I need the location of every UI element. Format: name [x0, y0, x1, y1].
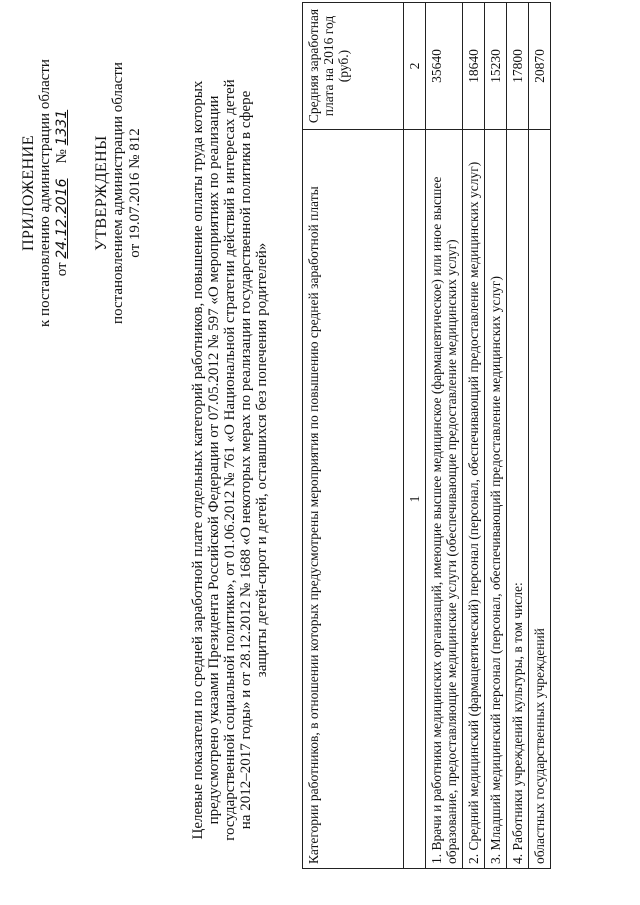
- row-value: 35640: [426, 3, 463, 130]
- table-row: [463, 3, 485, 869]
- table-row: [529, 3, 551, 869]
- row-label: областных государственных учреждений: [529, 130, 551, 869]
- row-label: 3. Младший медицинский персонал (персонал, обеспечивающий предоставление медицинских услуг): [485, 130, 507, 869]
- handwritten-number: 1331: [54, 109, 70, 146]
- column-number-row: [404, 3, 426, 869]
- appendix-subtitle: к постановлению администрации области: [37, 59, 53, 327]
- table-row: [507, 3, 529, 869]
- handwritten-date: 24.12.2016: [54, 178, 70, 259]
- approved-title: УТВЕРЖДЕНЫ: [93, 135, 110, 251]
- salary-table: [302, 2, 551, 869]
- table-header-row: [303, 3, 404, 869]
- approved-date: от 19.07.2016 № 812: [127, 128, 143, 258]
- appendix-date-line: [54, 43, 71, 343]
- column-header-categories: Категории работников, в отношении которых предусмотрены мероприятия по повышению средней заработной платы: [303, 130, 404, 869]
- intro-paragraph: Целевые показатели по средней заработной плате отдельных категорий работников, повышение оплаты труда которых предусмотрено указами Президента Российской Федерации от 07.05.2012 № 597 «О мероприятиях по реализации государственной социальной политики», от 01.06.2012 № 761 «О Национальной стратегии действий в интересах детей на 2012–2017 годы» и от 28.12.2012 № 1688 «О некоторых мерах по реализации государственной политики в сфере защиты детей-сирот и детей, оставшихся без попечения родителей»: [190, 79, 270, 841]
- approved-by: постановлением администрации области: [110, 62, 126, 324]
- column-header-salary: Средняя заработная плата на 2016 год (руб.): [303, 3, 404, 130]
- row-value: 15230: [485, 3, 507, 130]
- date-prefix: от: [54, 262, 70, 277]
- row-label: 1. Врачи и работники медицинских организаций, имеющие высшее медицинское (фармацевтическое) или иное высшее образование, предоставляющие медицинские услуги (обеспечивающие предоставление медицинских услуг): [426, 130, 463, 869]
- row-value: 17800: [507, 3, 529, 130]
- column-number-1: 1: [404, 130, 426, 869]
- column-number-2: 2: [404, 3, 426, 130]
- document-header: [20, 43, 144, 343]
- table-row: [485, 3, 507, 869]
- number-prefix: №: [54, 149, 70, 164]
- row-label: 2. Средний медицинский (фармацевтический) персонал (персонал, обеспечивающий предоставление медицинских услуг): [463, 130, 485, 869]
- row-value: 18640: [463, 3, 485, 130]
- row-value: 20870: [529, 3, 551, 130]
- table-row: [426, 3, 463, 869]
- row-label: 4. Работники учреждений культуры, в том числе:: [507, 130, 529, 869]
- appendix-title: ПРИЛОЖЕНИЕ: [20, 135, 37, 252]
